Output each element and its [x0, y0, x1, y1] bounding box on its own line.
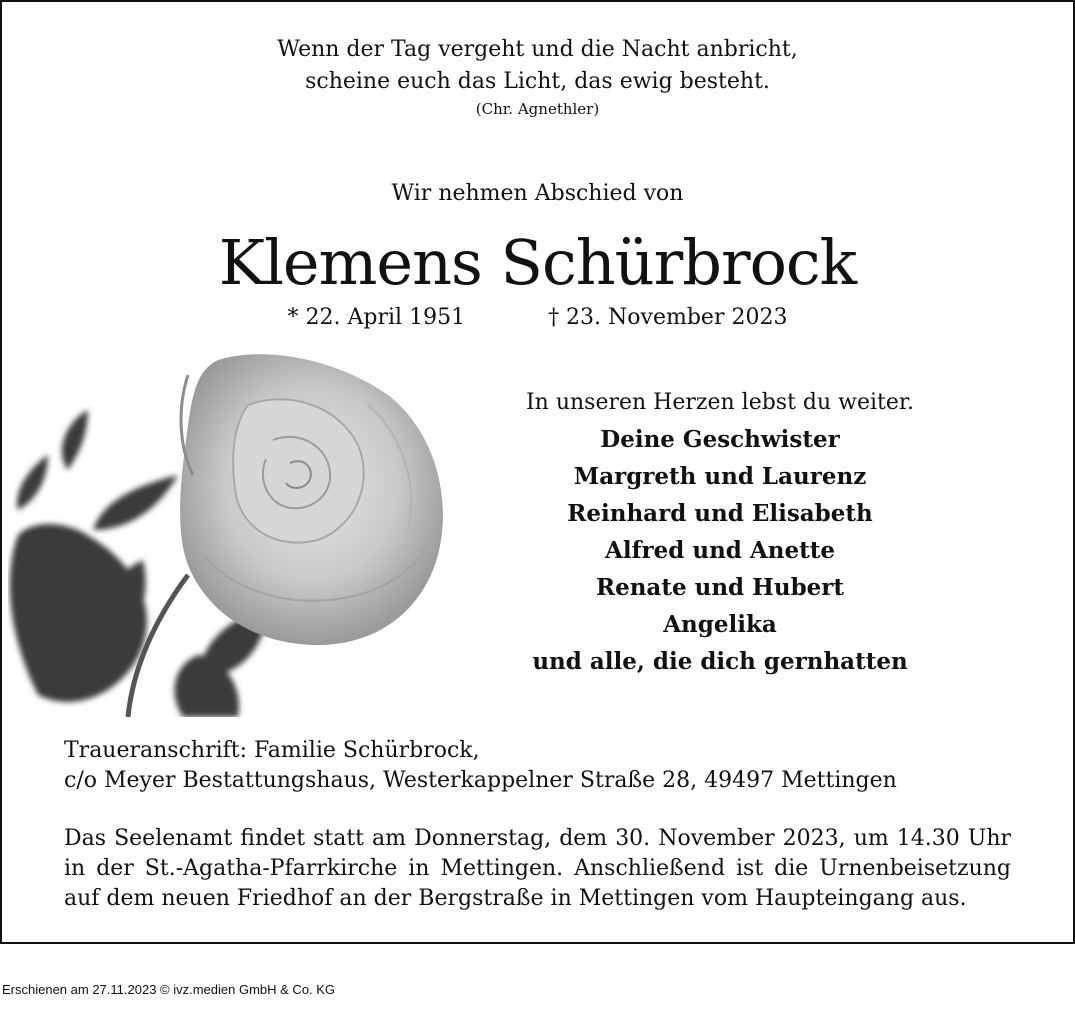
family-member: Margreth und Laurenz: [573, 463, 867, 490]
family-member: Alfred und Anette: [605, 537, 835, 564]
family-member: Reinhard und Elisabeth: [567, 500, 873, 527]
address-line-2: c/o Meyer Bestattungshaus, Westerkappelner Straße 28, 49497 Mettingen: [64, 768, 897, 793]
deceased-name: Klemens Schürbrock: [218, 226, 857, 299]
publication-footer: Erschienen am 27.11.2023 © ivz.medien GmbH & Co. KG: [2, 982, 336, 997]
address-line-1: Traueranschrift: Familie Schürbrock,: [64, 738, 480, 763]
family-member: Angelika: [663, 611, 777, 638]
family-lead: In unseren Herzen lebst du weiter.: [525, 390, 915, 415]
mourning-address: [64, 736, 897, 796]
quote: [0, 34, 1075, 98]
death-date: † 23. November 2023: [548, 305, 788, 330]
family-member: Deine Geschwister: [600, 426, 840, 453]
birth-date: * 22. April 1951: [287, 305, 466, 330]
family-member: und alle, die dich gernhatten: [532, 648, 908, 675]
quote-line-2: scheine euch das Licht, das ewig besteht.: [305, 69, 770, 94]
service-notice: Das Seelenamt findet statt am Donnerstag, dem 30. November 2023, um 14.30 Uhr in der St.-Agatha-Pfarrkirche in Mettingen. Anschließend ist die Urnenbeisetzung auf dem neuen Friedhof an der Bergstraße in Mettingen vom Haupteingang aus.: [64, 826, 1011, 911]
family-block: [505, 390, 935, 680]
quote-author: (Chr. Agnethler): [475, 100, 600, 118]
life-dates: [0, 305, 1075, 330]
quote-line-1: Wenn der Tag vergeht und die Nacht anbricht,: [277, 37, 798, 62]
rose-image: [8, 345, 468, 717]
family-member: Renate und Hubert: [595, 574, 845, 601]
intro-text: Wir nehmen Abschied von: [391, 181, 684, 206]
